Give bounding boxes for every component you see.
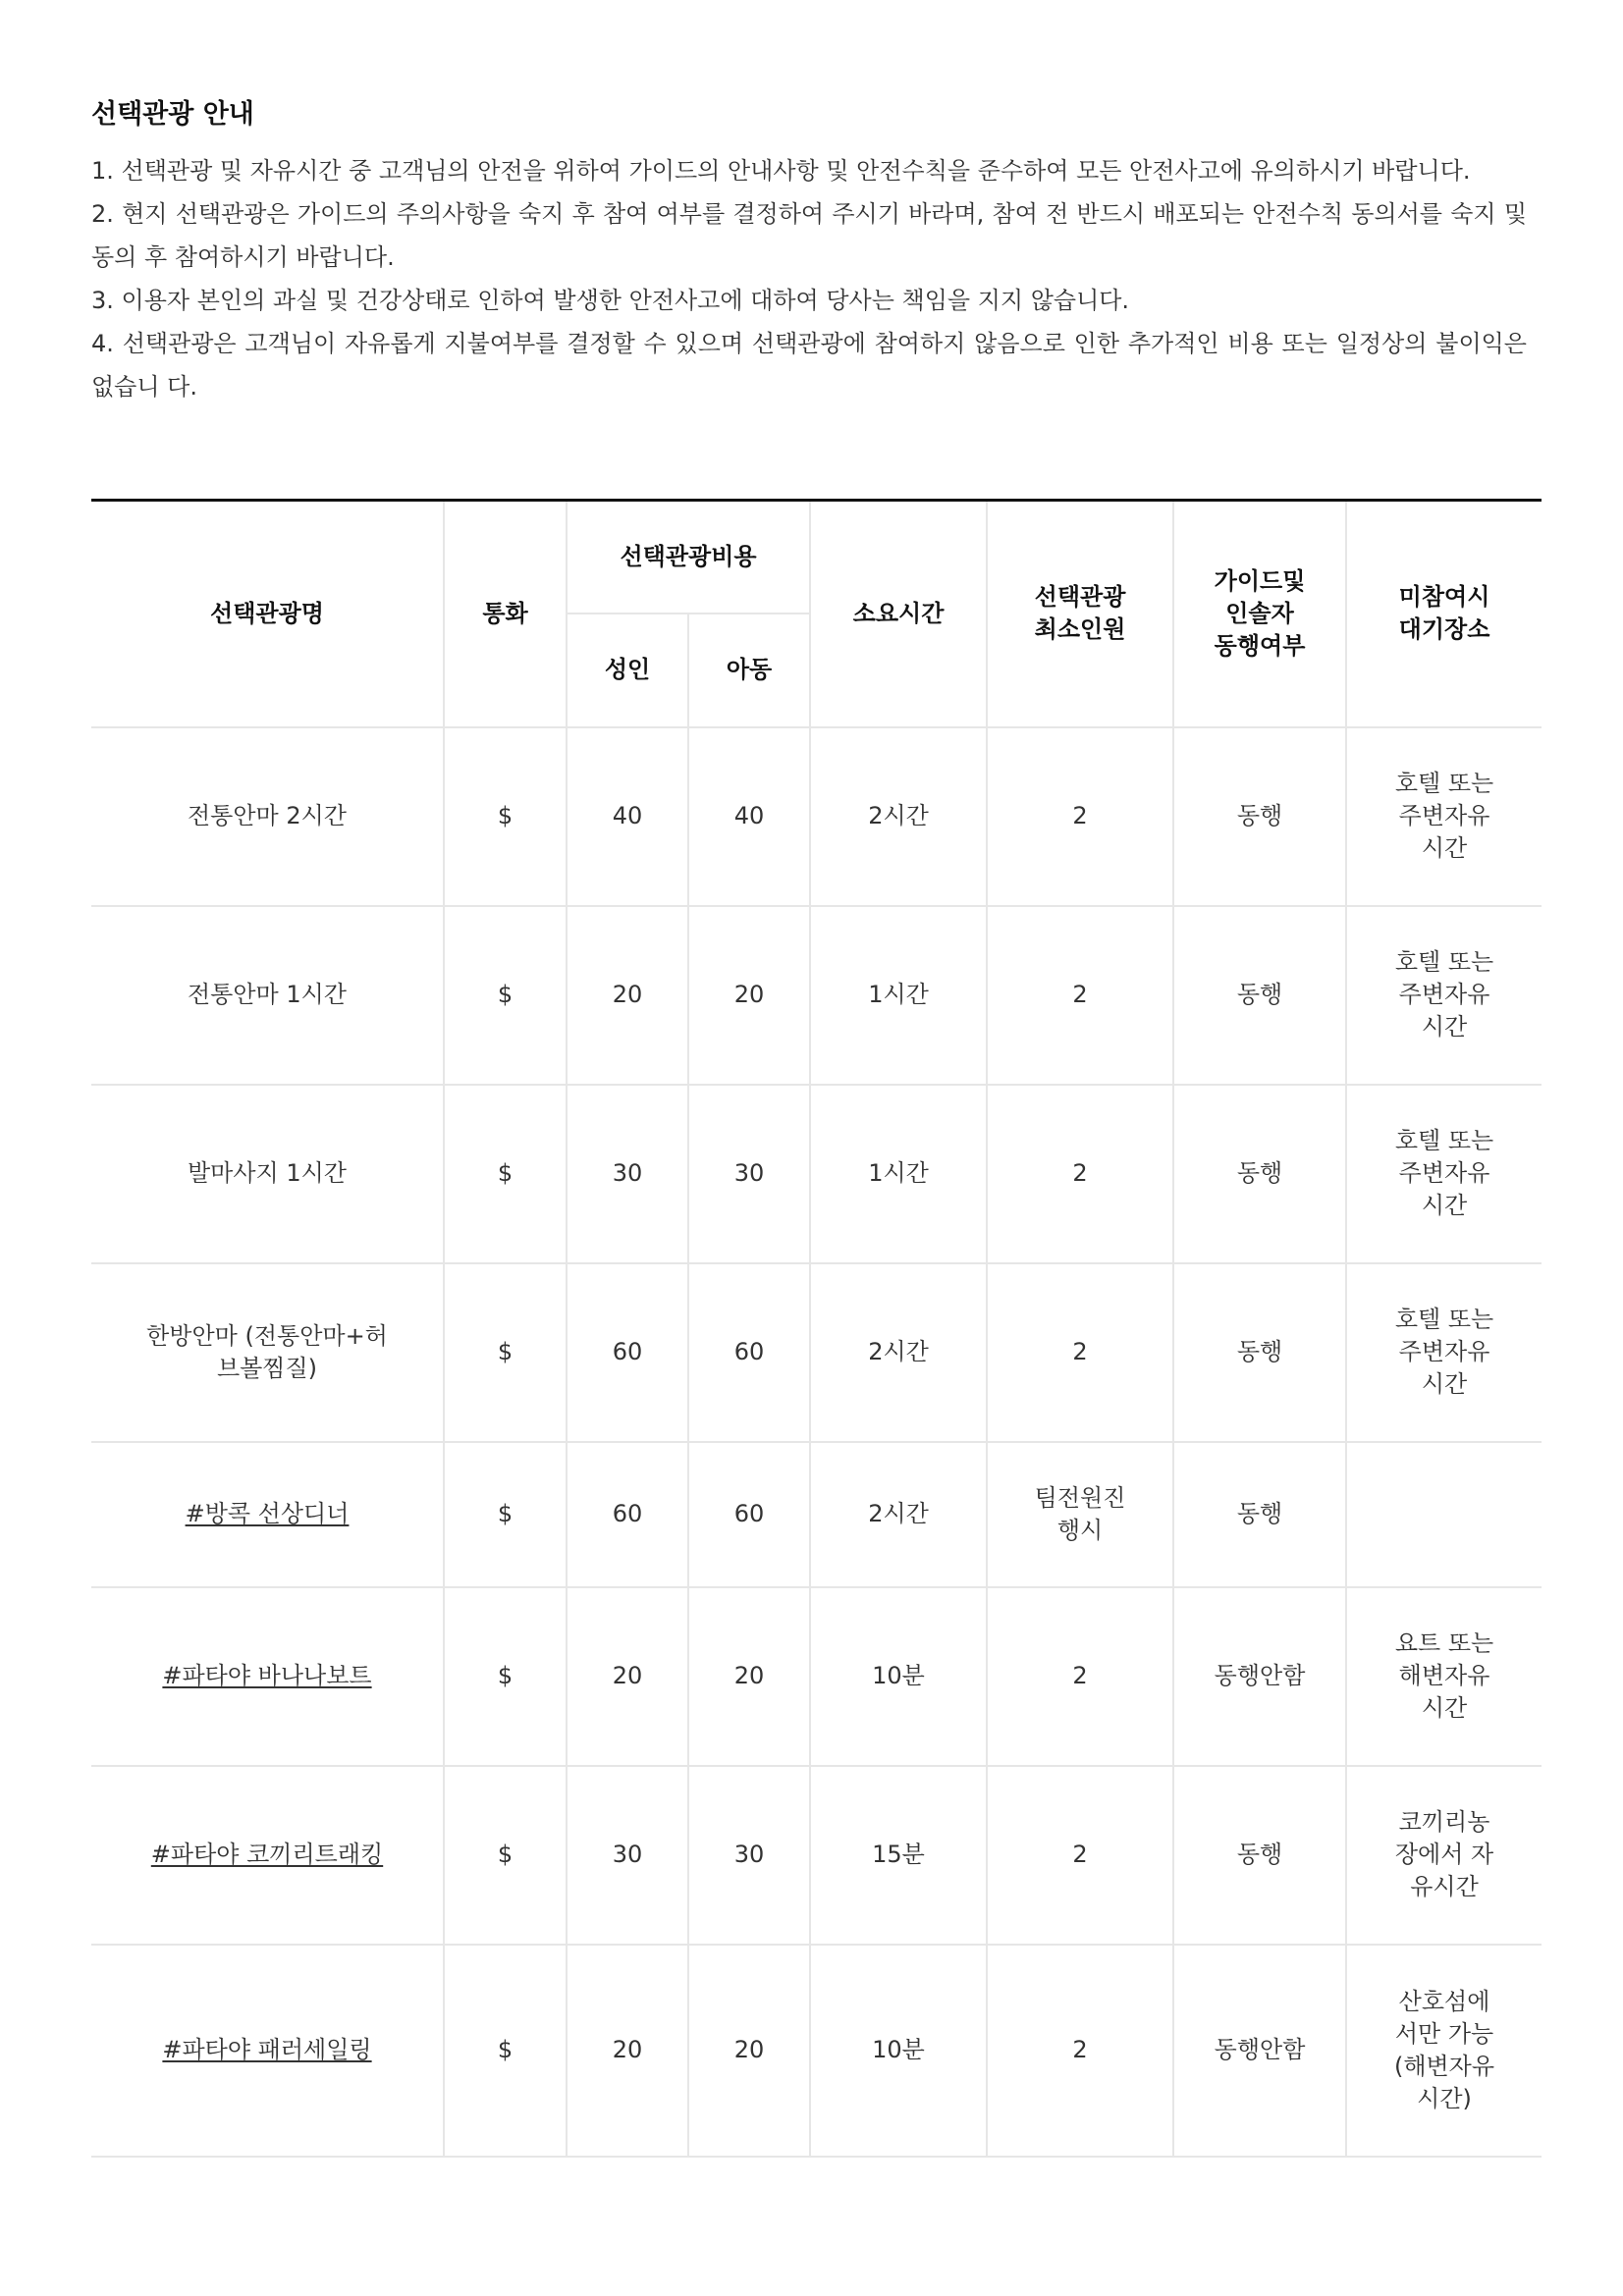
guide-cell-text: 동행 (1236, 1338, 1283, 1365)
header-min-people: 선택관광 최소인원 (987, 501, 1173, 727)
child-price-cell-text: 40 (733, 802, 765, 829)
currency-cell-text: $ (497, 1841, 514, 1868)
waiting-place-cell-text: 호텔 또는 주변자유 시간 (1394, 948, 1494, 1041)
notice-item: 4. 선택관광은 고객님이 자유롭게 지불여부를 결정할 수 있으며 선택관광에 참여하지 않음으로 인한 추가적인 비용 또는 일정상의 불이익은 없습니 다. (91, 330, 1527, 400)
duration-cell-text: 2시간 (868, 802, 929, 829)
tour-name-cell (91, 1442, 444, 1587)
currency-cell (444, 1945, 567, 2157)
header-child: 아동 (688, 614, 810, 727)
waiting-place-cell-text: 산호섬에 서만 가능 (해변자유 시간) (1393, 1987, 1495, 2112)
min-people-cell-text: 2 (1072, 1841, 1088, 1868)
min-people-cell-text: 2 (1072, 1338, 1088, 1365)
currency-cell (444, 1766, 567, 1945)
guide-cell-text: 동행안함 (1214, 2036, 1306, 2063)
waiting-place-cell (1346, 1766, 1542, 1945)
guide-cell (1173, 1085, 1346, 1263)
guide-cell-text: 동행 (1236, 802, 1283, 829)
adult-price-cell (567, 727, 688, 906)
duration-cell (810, 1587, 987, 1766)
min-people-cell (987, 1263, 1173, 1442)
currency-cell (444, 1587, 567, 1766)
child-price-cell-text: 20 (733, 1662, 765, 1689)
child-price-cell (688, 1442, 810, 1587)
child-price-cell-text: 20 (733, 981, 765, 1008)
tour-name-cell-text: 발마사지 1시간 (187, 1159, 347, 1187)
min-people-cell (987, 906, 1173, 1085)
tour-name-cell-text: #방콕 선상디너 (185, 1500, 350, 1527)
duration-cell-text: 2시간 (868, 1338, 929, 1365)
min-people-cell-text: 2 (1072, 2036, 1088, 2063)
adult-price-cell (567, 906, 688, 1085)
currency-cell (444, 727, 567, 906)
header-guide: 가이드및 인솔자 동행여부 (1173, 501, 1346, 727)
adult-price-cell-text: 30 (612, 1841, 643, 1868)
waiting-place-cell (1346, 1587, 1542, 1766)
guide-cell (1173, 1766, 1346, 1945)
currency-cell-text: $ (497, 1159, 514, 1187)
duration-cell-text: 1시간 (868, 1159, 929, 1187)
child-price-cell (688, 1587, 810, 1766)
child-price-cell (688, 1766, 810, 1945)
guide-cell (1173, 1442, 1346, 1587)
guide-cell (1173, 906, 1346, 1085)
header-tour-name: 선택관광명 (91, 501, 444, 727)
adult-price-cell-text: 60 (612, 1338, 643, 1365)
currency-cell (444, 1263, 567, 1442)
adult-price-cell-text: 30 (612, 1159, 643, 1187)
table-row (91, 1945, 1542, 2157)
duration-cell-text: 10분 (872, 2036, 925, 2063)
currency-cell (444, 1442, 567, 1587)
waiting-place-cell (1346, 906, 1542, 1085)
header-waiting-place: 미참여시 대기장소 (1346, 501, 1542, 727)
guide-cell-text: 동행 (1236, 1841, 1283, 1868)
currency-cell (444, 906, 567, 1085)
duration-cell-text: 15분 (872, 1841, 925, 1868)
table-row (91, 1263, 1542, 1442)
waiting-place-cell (1346, 1945, 1542, 2157)
table-row (91, 1766, 1542, 1945)
child-price-cell (688, 906, 810, 1085)
header-duration: 소요시간 (810, 501, 987, 727)
page-title: 선택관광 안내 (91, 99, 254, 130)
min-people-cell-text: 2 (1072, 802, 1088, 829)
duration-cell (810, 727, 987, 906)
adult-price-cell-text: 40 (612, 802, 643, 829)
waiting-place-cell-text: 코끼리농 장에서 자 유시간 (1394, 1808, 1494, 1900)
currency-cell-text: $ (497, 1338, 514, 1365)
notice-item: 1. 선택관광 및 자유시간 중 고객님의 안전을 위하여 가이드의 안내사항 및 안전수칙을 준수하여 모든 안전사고에 유의하시기 바랍니다. (91, 157, 1471, 185)
currency-cell-text: $ (497, 2036, 514, 2063)
tour-name-cell-text: #파타야 바나나보트 (162, 1662, 372, 1689)
header-cost: 선택관광비용 (567, 501, 810, 614)
guide-cell (1173, 1263, 1346, 1442)
min-people-cell (987, 1945, 1173, 2157)
child-price-cell (688, 1263, 810, 1442)
min-people-cell-text: 2 (1072, 1159, 1088, 1187)
duration-cell (810, 906, 987, 1085)
min-people-cell-text: 2 (1072, 1662, 1088, 1689)
duration-cell-text: 10분 (872, 1662, 925, 1689)
guide-cell (1173, 727, 1346, 906)
tour-name-cell (91, 1587, 444, 1766)
currency-cell-text: $ (497, 981, 514, 1008)
adult-price-cell (567, 1263, 688, 1442)
duration-cell-text: 1시간 (868, 981, 929, 1008)
header-adult: 성인 (567, 614, 688, 727)
tour-name-cell (91, 1263, 444, 1442)
duration-cell (810, 1442, 987, 1587)
duration-cell (810, 1263, 987, 1442)
adult-price-cell-text: 20 (612, 2036, 643, 2063)
tour-name-cell (91, 906, 444, 1085)
min-people-cell (987, 1766, 1173, 1945)
child-price-cell-text: 30 (733, 1159, 765, 1187)
tour-name-cell-text: #파타야 패러세일링 (162, 2036, 372, 2063)
min-people-cell-text: 2 (1072, 981, 1088, 1008)
waiting-place-cell (1346, 727, 1542, 906)
currency-cell-text: $ (497, 802, 514, 829)
guide-cell (1173, 1945, 1346, 2157)
min-people-cell (987, 1442, 1173, 1587)
table-row (91, 1085, 1542, 1263)
tour-name-cell-text: 한방안마 (전통안마+허 브볼찜질) (146, 1321, 388, 1382)
table-row (91, 1442, 1542, 1587)
header-currency: 통화 (444, 501, 567, 727)
adult-price-cell (567, 1766, 688, 1945)
duration-cell (810, 1766, 987, 1945)
child-price-cell (688, 1945, 810, 2157)
guide-cell-text: 동행 (1236, 1500, 1283, 1527)
adult-price-cell (567, 1442, 688, 1587)
currency-cell-text: $ (497, 1662, 514, 1689)
waiting-place-cell (1346, 1085, 1542, 1263)
duration-cell (810, 1085, 987, 1263)
child-price-cell-text: 20 (733, 2036, 765, 2063)
waiting-place-cell-text: 호텔 또는 주변자유 시간 (1394, 770, 1494, 862)
notice-list (91, 149, 1527, 408)
guide-cell (1173, 1587, 1346, 1766)
child-price-cell (688, 1085, 810, 1263)
tour-name-cell-text: 전통안마 1시간 (187, 981, 347, 1008)
waiting-place-cell (1346, 1263, 1542, 1442)
adult-price-cell (567, 1945, 688, 2157)
adult-price-cell-text: 20 (612, 981, 643, 1008)
guide-cell-text: 동행안함 (1214, 1662, 1306, 1689)
waiting-place-cell-text: 호텔 또는 주변자유 시간 (1394, 1127, 1494, 1219)
child-price-cell-text: 60 (733, 1500, 765, 1527)
tour-name-cell (91, 1085, 444, 1263)
adult-price-cell (567, 1085, 688, 1263)
child-price-cell-text: 30 (733, 1841, 765, 1868)
waiting-place-cell-text: 호텔 또는 주변자유 시간 (1394, 1306, 1494, 1398)
adult-price-cell (567, 1587, 688, 1766)
child-price-cell (688, 727, 810, 906)
optional-tour-table (91, 499, 1542, 2158)
waiting-place-cell (1346, 1442, 1542, 1587)
notice-item: 3. 이용자 본인의 과실 및 건강상태로 인하여 발생한 안전사고에 대하여 당사는 책임을 지지 않습니다. (91, 287, 1130, 314)
currency-cell (444, 1085, 567, 1263)
min-people-cell-text: 팀전원진 행시 (1034, 1483, 1126, 1544)
child-price-cell-text: 60 (733, 1338, 765, 1365)
min-people-cell (987, 727, 1173, 906)
tour-name-cell (91, 1766, 444, 1945)
currency-cell-text: $ (497, 1500, 514, 1527)
tour-name-cell-text: 전통안마 2시간 (187, 802, 347, 829)
duration-cell-text: 2시간 (868, 1500, 929, 1527)
duration-cell (810, 1945, 987, 2157)
adult-price-cell-text: 60 (612, 1500, 643, 1527)
waiting-place-cell-text: 요트 또는 해변자유 시간 (1394, 1629, 1494, 1722)
table-row (91, 727, 1542, 906)
guide-cell-text: 동행 (1236, 981, 1283, 1008)
notice-item: 2. 현지 선택관광은 가이드의 주의사항을 숙지 후 참여 여부를 결정하여 주시기 바라며, 참여 전 반드시 배포되는 안전수칙 동의서를 숙지 및 동의 후 참여하시기 바랍니다. (91, 200, 1527, 271)
table-row (91, 906, 1542, 1085)
min-people-cell (987, 1587, 1173, 1766)
tour-name-cell-text: #파타야 코끼리트래킹 (150, 1841, 384, 1868)
adult-price-cell-text: 20 (612, 1662, 643, 1689)
table-row (91, 1587, 1542, 1766)
guide-cell-text: 동행 (1236, 1159, 1283, 1187)
tour-name-cell (91, 1945, 444, 2157)
tour-name-cell (91, 727, 444, 906)
min-people-cell (987, 1085, 1173, 1263)
